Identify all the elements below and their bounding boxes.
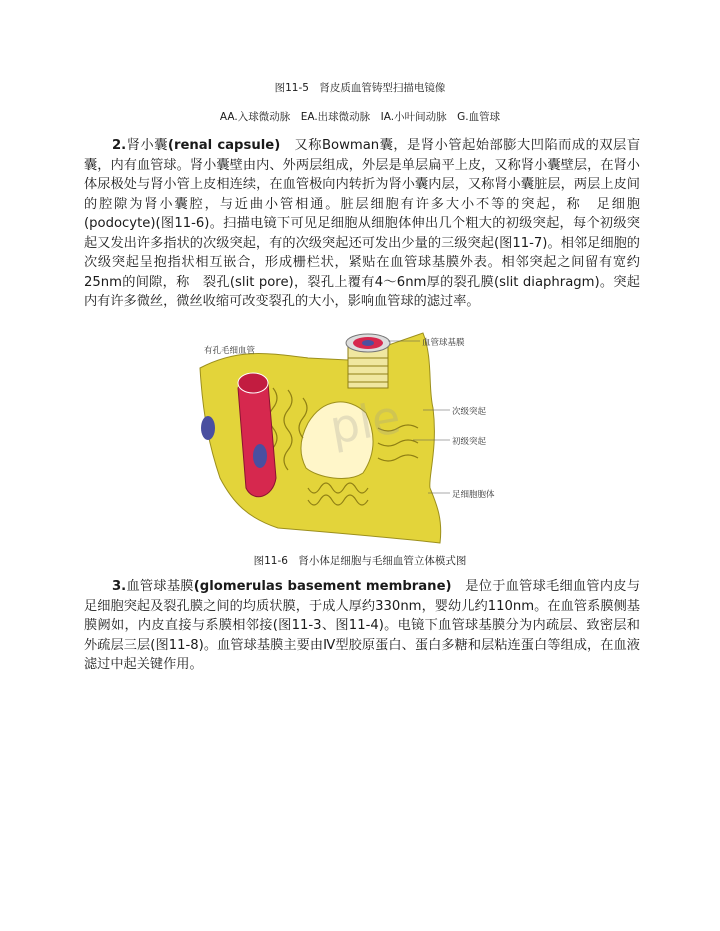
- paragraph-renal-capsule: [84, 136, 640, 312]
- label-fenestrated-capillary: 有孔毛细血管: [204, 346, 256, 356]
- section-number: 3.: [112, 579, 127, 594]
- section-number: 2.: [112, 138, 127, 153]
- figure-11-5-caption: 图11-5 肾皮质血管铸型扫描电镜像: [274, 82, 446, 94]
- paragraph-body: 又称Bowman囊，是肾小管起始部膨大凹陷而成的双层盲囊，内有血管球。肾小囊壁由内、外两层组成，外层是单层扁平上皮，又称肾小囊壁层，在肾小体尿极处与肾小管上皮相连续，在血管极向内转折为肾小囊内层，又称肾小囊脏层，两层上皮间的腔隙为肾小囊腔，与近曲小管相通。脏层细胞有许多大小不等的突起，称 足细胞(podocyte)(图11-6)。扫描电镜下可见足细胞从细胞体伸出几个粗大的初级突起，每个初级突起又发出许多指状的次级突起，有的次级突起还可发出少量的三级突起(图11-7)。相邻足细胞的次级突起呈抱指状相互嵌合，形成栅栏状，紧贴在血管球基膜外表。相邻突起之间留有宽约25nm的间隙，称 裂孔(slit pore)，裂孔上覆有4～6nm厚的裂孔膜(slit diaphragm)。突起内有许多微丝，微丝收缩可改变裂孔的大小，影响血管球的滤过率。: [84, 138, 641, 309]
- term-zh: 肾小囊: [126, 138, 168, 153]
- label-podocyte-body: 足细胞胞体: [452, 490, 495, 500]
- label-basement-membrane: 血管球基膜: [422, 338, 465, 348]
- term-en: (glomerulas basement membrane): [193, 579, 452, 594]
- figure-11-6-caption: 图11-6 肾小体足细胞与毛细血管立体模式图: [253, 555, 467, 567]
- term-en: (renal capsule): [167, 138, 281, 153]
- paragraph-basement-membrane: [84, 577, 640, 675]
- figure-11-5-legend: AA.入球微动脉 EA.出球微动脉 IA.小叶间动脉 G.血管球: [219, 111, 501, 123]
- label-primary-process: 初级突起: [452, 437, 487, 447]
- term-zh: 血管球基膜: [126, 579, 194, 594]
- label-secondary-process: 次级突起: [452, 407, 487, 417]
- paragraph-body: 是位于血管球毛细血管内皮与足细胞突起及裂孔膜之间的均质状膜，于成人厚约330nm，婴幼儿约110nm。在血管系膜侧基膜阙如，内皮直接与系膜相邻接(图11-3、图11-4)。电镜下血管球基膜分为内疏层、致密层和外疏层三层(图11-8)。血管球基膜主要由Ⅳ型胶原蛋白、蛋白多糖和层粘连蛋白等组成，在血液滤过中起关键作用。: [84, 579, 641, 672]
- watermark: ple: [325, 389, 405, 455]
